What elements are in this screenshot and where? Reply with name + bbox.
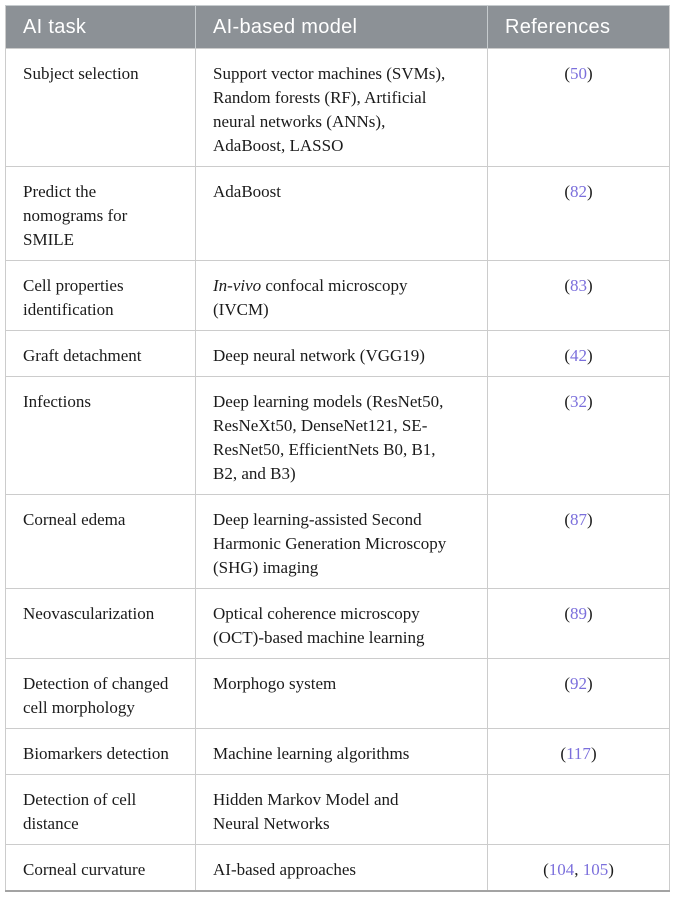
reference-link[interactable]: 104 bbox=[548, 860, 575, 879]
model-text: Hidden Markov Model and Neural Networks bbox=[213, 790, 399, 833]
references-cell: (32) bbox=[488, 377, 670, 495]
model-text: AdaBoost bbox=[213, 182, 281, 201]
reference-link[interactable]: 42 bbox=[570, 346, 587, 365]
references-cell: (104, 105) bbox=[488, 845, 670, 892]
task-cell: Neovascularization bbox=[6, 589, 196, 659]
model-cell bbox=[196, 729, 488, 775]
reference-link[interactable]: 82 bbox=[570, 182, 587, 201]
task-cell: Graft detachment bbox=[6, 331, 196, 377]
model-cell bbox=[196, 261, 488, 331]
model-text: Optical coherence microscopy (OCT)-based machine learning bbox=[213, 604, 425, 647]
references-cell: (87) bbox=[488, 495, 670, 589]
model-text: confocal microscopy (IVCM) bbox=[213, 276, 408, 319]
task-cell: Subject selection bbox=[6, 49, 196, 167]
model-cell bbox=[196, 845, 488, 892]
reference-link[interactable]: 117 bbox=[566, 744, 591, 763]
table-row bbox=[6, 659, 670, 729]
model-italic-text: In-vivo bbox=[213, 276, 262, 295]
model-text: AI-based approaches bbox=[213, 860, 357, 879]
reference-link[interactable]: 89 bbox=[570, 604, 587, 623]
model-cell bbox=[196, 377, 488, 495]
column-header-ai-based-model: AI-based model bbox=[196, 6, 488, 49]
table-row bbox=[6, 261, 670, 331]
header-row bbox=[6, 6, 670, 49]
task-cell: Biomarkers detection bbox=[6, 729, 196, 775]
ai-model-table bbox=[5, 5, 670, 892]
task-cell: Cell properties identification bbox=[6, 261, 196, 331]
table-row bbox=[6, 775, 670, 845]
references-cell: (50) bbox=[488, 49, 670, 167]
table-body bbox=[6, 49, 670, 892]
column-header-ai-task: AI task bbox=[6, 6, 196, 49]
model-cell bbox=[196, 331, 488, 377]
model-cell bbox=[196, 495, 488, 589]
table-row bbox=[6, 729, 670, 775]
model-cell bbox=[196, 589, 488, 659]
reference-link[interactable]: 87 bbox=[570, 510, 587, 529]
table-row bbox=[6, 167, 670, 261]
task-cell: Corneal edema bbox=[6, 495, 196, 589]
reference-link[interactable]: 92 bbox=[570, 674, 587, 693]
reference-link[interactable]: 105 bbox=[582, 860, 609, 879]
task-cell: Detection of changed cell morphology bbox=[6, 659, 196, 729]
references-cell: (117) bbox=[488, 729, 670, 775]
model-text: Morphogo system bbox=[213, 674, 337, 693]
reference-link[interactable]: 83 bbox=[570, 276, 587, 295]
table-row bbox=[6, 589, 670, 659]
column-header-references: References bbox=[488, 6, 670, 49]
references-cell: (42) bbox=[488, 331, 670, 377]
table-row bbox=[6, 331, 670, 377]
references-cell: (83) bbox=[488, 261, 670, 331]
references-cell: (89) bbox=[488, 589, 670, 659]
references-cell bbox=[488, 775, 670, 845]
table-row bbox=[6, 845, 670, 892]
table-row bbox=[6, 49, 670, 167]
model-cell bbox=[196, 659, 488, 729]
model-cell bbox=[196, 775, 488, 845]
task-cell: Detection of cell distance bbox=[6, 775, 196, 845]
reference-link[interactable]: 50 bbox=[570, 64, 587, 83]
model-text: Support vector machines (SVMs), Random forests (RF), Artificial neural networks (ANNs), AdaBoost, LASSO bbox=[213, 64, 446, 155]
table-row bbox=[6, 495, 670, 589]
model-cell bbox=[196, 49, 488, 167]
model-cell bbox=[196, 167, 488, 261]
table-row bbox=[6, 377, 670, 495]
reference-link[interactable]: 32 bbox=[570, 392, 587, 411]
model-text: Machine learning algorithms bbox=[213, 744, 410, 763]
references-cell: (82) bbox=[488, 167, 670, 261]
model-text: Deep neural network (VGG19) bbox=[213, 346, 425, 365]
task-cell: Corneal curvature bbox=[6, 845, 196, 892]
task-cell: Predict the nomograms for SMILE bbox=[6, 167, 196, 261]
references-cell: (92) bbox=[488, 659, 670, 729]
model-text: Deep learning models (ResNet50, ResNeXt50, DenseNet121, SE-ResNet50, EfficientNets B0, B1, B2, and B3) bbox=[213, 392, 444, 483]
model-text: Deep learning-assisted Second Harmonic Generation Microscopy (SHG) imaging bbox=[213, 510, 447, 577]
task-cell: Infections bbox=[6, 377, 196, 495]
